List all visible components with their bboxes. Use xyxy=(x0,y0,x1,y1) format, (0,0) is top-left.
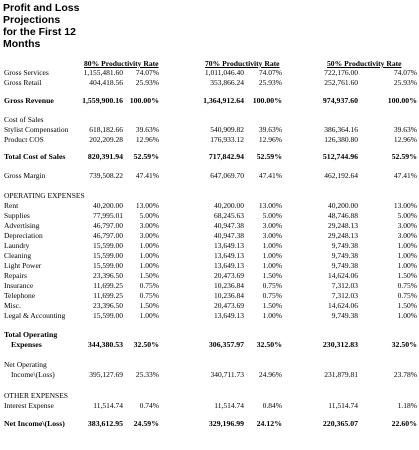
table-row xyxy=(0,370,419,380)
value-80: 46,797.00 xyxy=(93,231,123,240)
value-50: 252,761.60 xyxy=(324,78,358,87)
row-label: Income\(Loss) xyxy=(11,370,55,379)
value-70: 10,236.84 xyxy=(214,291,244,300)
percent-80: 1.00% xyxy=(139,251,159,260)
value-80: 23,396.50 xyxy=(93,271,123,280)
row-label: Total Cost of Sales xyxy=(4,152,66,161)
value-50: 14,624.06 xyxy=(328,271,358,280)
table-row xyxy=(0,68,419,78)
percent-70: 3.00% xyxy=(262,221,282,230)
value-80: 11,699.25 xyxy=(93,291,123,300)
percent-70: 25.93% xyxy=(258,78,282,87)
value-50: 9,749.38 xyxy=(331,241,358,250)
percent-70: 13.00% xyxy=(258,201,282,210)
row-label: Interest Expense xyxy=(4,401,54,410)
scenario-header-50: 50% Productivity Rate xyxy=(327,59,402,68)
value-50: 386,364.16 xyxy=(324,125,358,134)
value-50: 126,380.80 xyxy=(324,135,358,144)
percent-50: 12.96% xyxy=(393,135,417,144)
table-row xyxy=(0,78,419,88)
row-label: Rent xyxy=(4,201,19,210)
value-50: 722,176.00 xyxy=(324,68,358,77)
table-row xyxy=(0,281,419,291)
value-80: 739,508.22 xyxy=(89,171,123,180)
value-50: 11,514.74 xyxy=(328,401,358,410)
row-label: Supplies xyxy=(4,211,30,220)
table-row xyxy=(0,271,419,281)
value-70: 40,200.00 xyxy=(214,201,244,210)
percent-80: 52.59% xyxy=(133,152,159,161)
percent-70: 0.75% xyxy=(262,281,282,290)
percent-70: 0.84% xyxy=(262,401,282,410)
row-label: Cost of Sales xyxy=(4,115,44,124)
percent-80: 3.00% xyxy=(139,231,159,240)
table-row xyxy=(0,391,419,401)
value-70: 353,866.24 xyxy=(210,78,244,87)
title-line: Months xyxy=(3,38,41,50)
value-80: 15,599.00 xyxy=(93,251,123,260)
percent-70: 0.75% xyxy=(262,291,282,300)
percent-80: 47.41% xyxy=(135,171,159,180)
value-80: 11,514.74 xyxy=(93,401,123,410)
table-row xyxy=(0,301,419,311)
report-title xyxy=(3,2,123,50)
row-label: Misc. xyxy=(4,301,21,310)
value-50: 230,312.83 xyxy=(322,340,358,349)
value-50: 512,744.96 xyxy=(322,152,358,161)
row-label: Gross Margin xyxy=(4,171,46,180)
value-70: 40,947.38 xyxy=(214,221,244,230)
value-80: 820,391.94 xyxy=(87,152,123,161)
table-row xyxy=(0,135,419,145)
value-50: 7,312.03 xyxy=(331,281,358,290)
row-label: Repairs xyxy=(4,271,27,280)
row-label: Light Power xyxy=(4,261,42,270)
percent-70: 39.63% xyxy=(258,125,282,134)
percent-80: 0.75% xyxy=(139,281,159,290)
value-70: 329,196.99 xyxy=(208,419,244,428)
table-row xyxy=(0,191,419,201)
value-50: 14,624.06 xyxy=(328,301,358,310)
percent-70: 100.00% xyxy=(252,96,282,105)
percent-50: 23.78% xyxy=(393,370,417,379)
value-70: 176,933.12 xyxy=(210,135,244,144)
percent-80: 0.74% xyxy=(139,401,159,410)
row-label: Gross Retail xyxy=(4,78,42,87)
percent-80: 1.00% xyxy=(139,311,159,320)
percent-50: 25.93% xyxy=(393,78,417,87)
percent-80: 24.59% xyxy=(133,419,159,428)
table-row xyxy=(0,152,419,162)
percent-50: 100.00% xyxy=(387,96,417,105)
row-label: OPERATING EXPENSES xyxy=(4,191,85,200)
table-row xyxy=(0,96,419,106)
percent-50: 39.63% xyxy=(393,125,417,134)
row-label: Stylist Compensation xyxy=(4,125,69,134)
table-row xyxy=(0,171,419,181)
percent-50: 52.59% xyxy=(391,152,417,161)
value-80: 46,797.00 xyxy=(93,221,123,230)
percent-80: 25.93% xyxy=(135,78,159,87)
percent-70: 52.59% xyxy=(256,152,282,161)
percent-50: 3.00% xyxy=(397,231,417,240)
value-70: 1,364,912.64 xyxy=(203,96,244,105)
value-70: 647,069.70 xyxy=(210,171,244,180)
row-label: OTHER EXPENSES xyxy=(4,391,68,400)
value-50: 9,749.38 xyxy=(331,261,358,270)
value-50: 974,937.60 xyxy=(322,96,358,105)
value-80: 344,380.53 xyxy=(87,340,123,349)
table-row xyxy=(0,211,419,221)
percent-70: 3.00% xyxy=(262,231,282,240)
title-line: for the First 12 xyxy=(3,26,76,38)
table-row xyxy=(0,251,419,261)
table-row xyxy=(0,261,419,271)
percent-70: 24.96% xyxy=(258,370,282,379)
value-50: 462,192.64 xyxy=(324,171,358,180)
percent-50: 1.18% xyxy=(397,401,417,410)
value-80: 11,699.25 xyxy=(93,281,123,290)
table-row xyxy=(0,201,419,211)
row-label: Product COS xyxy=(4,135,44,144)
percent-80: 1.00% xyxy=(139,241,159,250)
row-label: Gross Services xyxy=(4,68,49,77)
value-80: 383,612.95 xyxy=(87,419,123,428)
percent-50: 3.00% xyxy=(397,221,417,230)
value-80: 202,209.28 xyxy=(89,135,123,144)
value-50: 7,312.03 xyxy=(331,291,358,300)
title-line: Projections xyxy=(3,14,61,26)
table-row xyxy=(0,115,419,125)
percent-70: 1.00% xyxy=(262,261,282,270)
value-80: 1,155,481.60 xyxy=(83,68,123,77)
percent-80: 5.00% xyxy=(139,211,159,220)
percent-70: 1.00% xyxy=(262,311,282,320)
percent-50: 1.00% xyxy=(397,241,417,250)
percent-80: 1.50% xyxy=(139,271,159,280)
percent-80: 13.00% xyxy=(135,201,159,210)
row-label: Legal & Accounting xyxy=(4,311,66,320)
value-80: 23,396.50 xyxy=(93,301,123,310)
value-70: 13,649.13 xyxy=(214,251,244,260)
value-70: 11,514.74 xyxy=(214,401,244,410)
table-row xyxy=(0,125,419,135)
table-row xyxy=(0,340,419,350)
row-label: Advertising xyxy=(4,221,40,230)
value-50: 231,879.81 xyxy=(324,370,358,379)
percent-70: 1.50% xyxy=(262,301,282,310)
percent-50: 1.50% xyxy=(397,271,417,280)
percent-80: 74.07% xyxy=(135,68,159,77)
percent-50: 22.60% xyxy=(391,419,417,428)
table-row xyxy=(0,360,419,370)
percent-80: 12.96% xyxy=(135,135,159,144)
percent-80: 32.50% xyxy=(133,340,159,349)
table-row xyxy=(0,330,419,340)
value-70: 340,711.73 xyxy=(210,370,244,379)
value-80: 395,127.69 xyxy=(89,370,123,379)
value-70: 1,011,046.40 xyxy=(204,68,244,77)
value-50: 220,365.07 xyxy=(322,419,358,428)
percent-70: 5.00% xyxy=(262,211,282,220)
scenario-header-80: 80% Productivity Rate xyxy=(84,59,159,68)
value-50: 29,248.13 xyxy=(328,231,358,240)
row-label: Telephone xyxy=(4,291,36,300)
row-label: Net Operating xyxy=(4,360,47,369)
table-row xyxy=(0,401,419,411)
value-70: 10,236.84 xyxy=(214,281,244,290)
row-label: Laundry xyxy=(4,241,30,250)
table-row xyxy=(0,291,419,301)
value-70: 717,842.94 xyxy=(208,152,244,161)
value-80: 15,599.00 xyxy=(93,241,123,250)
value-70: 40,947.38 xyxy=(214,231,244,240)
percent-80: 0.75% xyxy=(139,291,159,300)
row-label: Total Operating xyxy=(4,330,58,339)
table-row xyxy=(0,221,419,231)
value-80: 1,559,900.16 xyxy=(82,96,123,105)
percent-50: 0.75% xyxy=(397,291,417,300)
title-line: Profit and Loss xyxy=(3,2,80,14)
percent-80: 25.33% xyxy=(135,370,159,379)
row-label: Gross Revenue xyxy=(4,96,54,105)
percent-50: 13.00% xyxy=(393,201,417,210)
value-70: 13,649.13 xyxy=(214,261,244,270)
percent-80: 1.00% xyxy=(139,261,159,270)
table-row xyxy=(0,419,419,429)
percent-70: 12.96% xyxy=(258,135,282,144)
table-row xyxy=(0,241,419,251)
value-80: 404,418.56 xyxy=(89,78,123,87)
value-80: 15,599.00 xyxy=(93,261,123,270)
table-row xyxy=(0,311,419,321)
table-row xyxy=(0,231,419,241)
value-70: 13,649.13 xyxy=(214,241,244,250)
value-80: 618,182.66 xyxy=(89,125,123,134)
value-80: 40,200.00 xyxy=(93,201,123,210)
value-70: 20,473.69 xyxy=(214,271,244,280)
percent-70: 74.07% xyxy=(258,68,282,77)
value-50: 48,746.88 xyxy=(328,211,358,220)
scenario-header-70: 70% Productivity Rate xyxy=(205,59,280,68)
percent-50: 1.00% xyxy=(397,261,417,270)
row-label: Expenses xyxy=(11,340,42,349)
value-50: 9,749.38 xyxy=(331,311,358,320)
percent-70: 1.00% xyxy=(262,241,282,250)
value-50: 29,248.13 xyxy=(328,221,358,230)
percent-80: 1.50% xyxy=(139,301,159,310)
row-label: Depreciation xyxy=(4,231,43,240)
percent-70: 47.41% xyxy=(258,171,282,180)
row-label: Insurance xyxy=(4,281,34,290)
percent-50: 1.00% xyxy=(397,311,417,320)
value-70: 540,909.82 xyxy=(210,125,244,134)
value-50: 40,200.00 xyxy=(328,201,358,210)
percent-50: 1.50% xyxy=(397,301,417,310)
percent-80: 39.63% xyxy=(135,125,159,134)
percent-70: 1.00% xyxy=(262,251,282,260)
percent-80: 100.00% xyxy=(129,96,159,105)
percent-50: 5.00% xyxy=(397,211,417,220)
value-80: 15,599.00 xyxy=(93,311,123,320)
value-70: 306,357.97 xyxy=(208,340,244,349)
value-70: 68,245.63 xyxy=(214,211,244,220)
percent-80: 3.00% xyxy=(139,221,159,230)
value-50: 9,749.38 xyxy=(331,251,358,260)
percent-70: 24.12% xyxy=(256,419,282,428)
value-80: 77,995.01 xyxy=(93,211,123,220)
value-70: 20,473.69 xyxy=(214,301,244,310)
percent-50: 1.00% xyxy=(397,251,417,260)
percent-50: 74.07% xyxy=(393,68,417,77)
percent-50: 47.41% xyxy=(393,171,417,180)
row-label: Net Income\(Loss) xyxy=(4,419,65,428)
percent-70: 32.50% xyxy=(256,340,282,349)
row-label: Cleaning xyxy=(4,251,32,260)
percent-70: 1.50% xyxy=(262,271,282,280)
percent-50: 0.75% xyxy=(397,281,417,290)
value-70: 13,649.13 xyxy=(214,311,244,320)
percent-50: 32.50% xyxy=(391,340,417,349)
